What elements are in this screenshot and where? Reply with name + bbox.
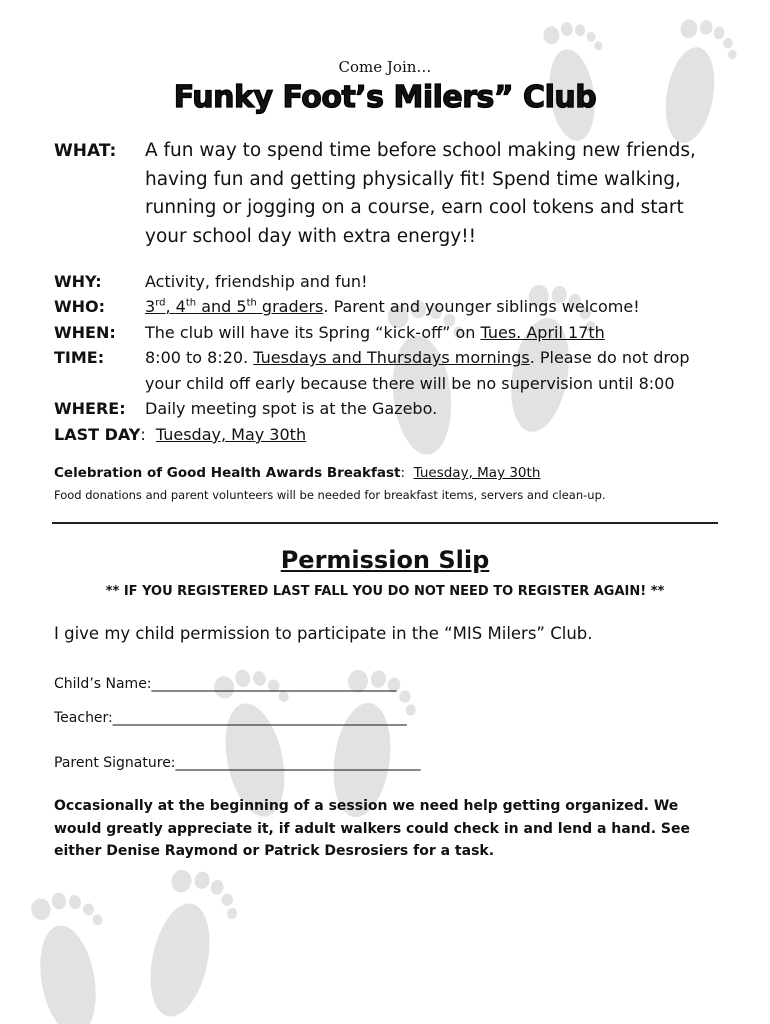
permission-title: Permission Slip: [280, 546, 490, 574]
teacher-field[interactable]: Teacher:__________________________________________: [54, 710, 407, 726]
time-label: TIME:: [54, 348, 105, 367]
grades: 3rd, 4th and 5th graders: [145, 297, 324, 316]
who-label: WHO:: [54, 297, 106, 316]
why-text: Activity, friendship and fun!: [145, 272, 368, 291]
what-text: A fun way to spend time before school making new friends, having fun and getting physically fit! Spend time walking, running or jogging on a course, earn cool tokens and start your school day with extra energy!!: [145, 140, 696, 247]
meeting-days: Tuesdays and Thursdays mornings: [253, 348, 530, 367]
celebration-line: Celebration of Good Health Awards Breakfast: Tuesday, May 30th: [54, 465, 541, 481]
when-text: The club will have its Spring “kick-off” on Tues. April 17th: [145, 323, 605, 342]
last-day-label: LAST DAY: Tuesday, May 30th: [54, 425, 307, 444]
who-text: 3rd, 4th and 5th graders. Parent and younger siblings welcome!: [145, 297, 640, 316]
celebration-date: Tuesday, May 30th: [413, 465, 541, 481]
intro-text: Come Join…: [338, 58, 432, 76]
where-label: WHERE:: [54, 399, 126, 418]
celebration-label: Celebration of Good Health Awards Breakfast: [54, 465, 401, 481]
registration-note: ** IF YOU REGISTERED LAST FALL YOU DO NOT NEED TO REGISTER AGAIN! **: [105, 584, 665, 599]
kickoff-date: Tues. April 17th: [480, 323, 605, 342]
last-day-row: [54, 422, 724, 448]
why-label: WHY:: [54, 272, 102, 291]
section-divider: [52, 522, 718, 524]
food-note: Food donations and parent volunteers will be needed for breakfast items, servers and clean-up.: [54, 488, 606, 502]
where-text: Daily meeting spot is at the Gazebo.: [145, 399, 438, 418]
permission-statement: I give my child permission to participate in the “MIS Milers” Club.: [54, 624, 593, 643]
when-label: WHEN:: [54, 323, 116, 342]
page-title: Funky Foot’s Milers” Club: [173, 80, 597, 115]
time-text: 8:00 to 8:20. Tuesdays and Thursdays mornings. Please do not drop your child off early because there will be no supervision until 8:00: [145, 348, 690, 393]
last-day-date: Tuesday, May 30th: [155, 425, 307, 444]
child-name-field[interactable]: Child’s Name:___________________________________: [54, 676, 397, 692]
closing-note: Occasionally at the beginning of a session we need help getting organized. We would greatly appreciate it, if adult walkers could check in and lend a hand. See either Denise Raymond or Patrick Desrosiers for a task.: [54, 798, 690, 859]
parent-signature-field[interactable]: Parent Signature:___________________________________: [54, 755, 421, 771]
what-label: WHAT:: [54, 141, 117, 161]
